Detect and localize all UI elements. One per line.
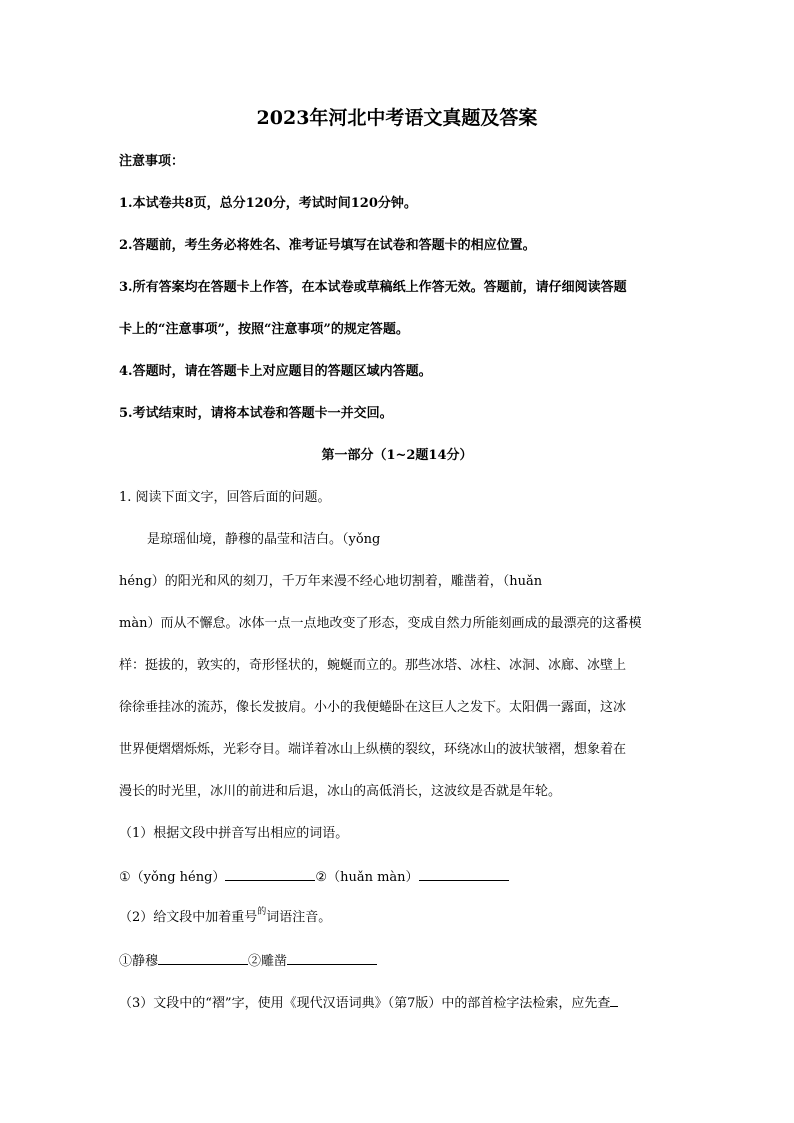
answer-label-a: ①静穆: [119, 954, 159, 969]
notice-item: 4.答题时，请在答题卡上对应题目的答题区域内答题。: [119, 364, 432, 379]
notice-item: 2.答题前，考生务必将姓名、准考证号填写在试卷和答题卡的相应位置。: [119, 238, 536, 253]
notice-item: 5.考试结束时，请将本试卷和答题卡一并交回。: [119, 406, 393, 421]
answer-label-a: ①（yǒng héng）: [119, 870, 226, 885]
passage-line: 漫长的时光里，冰川的前进和后退，冰山的高低消长，这波纹是否就是年轮。: [119, 784, 562, 799]
section-heading: 第一部分（1~2题14分）: [321, 448, 473, 463]
passage-line: 样：挺拔的，敦实的，奇形怪状的，蜿蜒而立的。那些冰塔、冰柱、冰洞、冰廊、冰壁上: [119, 658, 627, 673]
notice-heading: 注意事项：: [119, 154, 185, 169]
page-title: 2023年河北中考语文真题及答案: [256, 107, 538, 129]
answer-label-b: ②（huǎn màn）: [315, 870, 419, 885]
notice-item: 1.本试卷共8页，总分120分，考试时间120分钟。: [119, 196, 417, 211]
passage-line: 是琼瑶仙境，静穆的晶莹和洁白。（yǒng: [147, 532, 381, 547]
sub-question-2-prefix: （2）给文段中加着重号: [119, 910, 258, 925]
answer-blank[interactable]: [287, 950, 377, 965]
sub-question-3-text: （3）文段中的“褶”字，使用《现代汉语词典》（第7版）中的部首检字法检索，应先查: [119, 996, 611, 1011]
sub-question-1: （1）根据文段中拼音写出相应的词语。: [119, 826, 349, 841]
passage-line: màn）而从不懈怠。冰体一点一点地改变了形态，变成自然力所能刻画成的最漂亮的这番模: [119, 616, 642, 631]
answer-blank[interactable]: [610, 992, 618, 1007]
notice-item: 卡上的“注意事项”，按照“注意事项”的规定答题。: [119, 322, 409, 337]
answer-label-b: ②雕凿: [248, 954, 288, 969]
answer-blank[interactable]: [419, 866, 509, 881]
passage-line: 徐徐垂挂冰的流苏，像长发披肩。小小的我便蜷卧在这巨人之发下。太阳偶一露面，这冰: [119, 700, 627, 715]
answer-blank[interactable]: [225, 866, 315, 881]
answer-blank[interactable]: [158, 950, 248, 965]
notice-item: 3.所有答案均在答题卡上作答，在本试卷或草稿纸上作答无效。答题前，请仔细阅读答题: [119, 280, 627, 295]
sub-question-2: [119, 908, 331, 929]
sub-question-2-answers: [119, 950, 377, 972]
question-prompt: 1. 阅读下面文字，回答后面的问题。: [119, 490, 331, 505]
passage-line: héng）的阳光和风的刻刀，千万年来漫不经心地切割着，雕凿着，（huǎn: [119, 574, 543, 589]
sub-question-2-sup: 的: [257, 907, 267, 917]
passage-line: 世界便熠熠烁烁，光彩夺目。端详着冰山上纵横的裂纹，环绕冰山的波状皱褶，想象着在: [119, 742, 627, 757]
sub-question-2-suffix: 词语注音。: [266, 910, 332, 925]
sub-question-1-answers: [119, 866, 509, 888]
sub-question-3: [119, 992, 618, 1014]
